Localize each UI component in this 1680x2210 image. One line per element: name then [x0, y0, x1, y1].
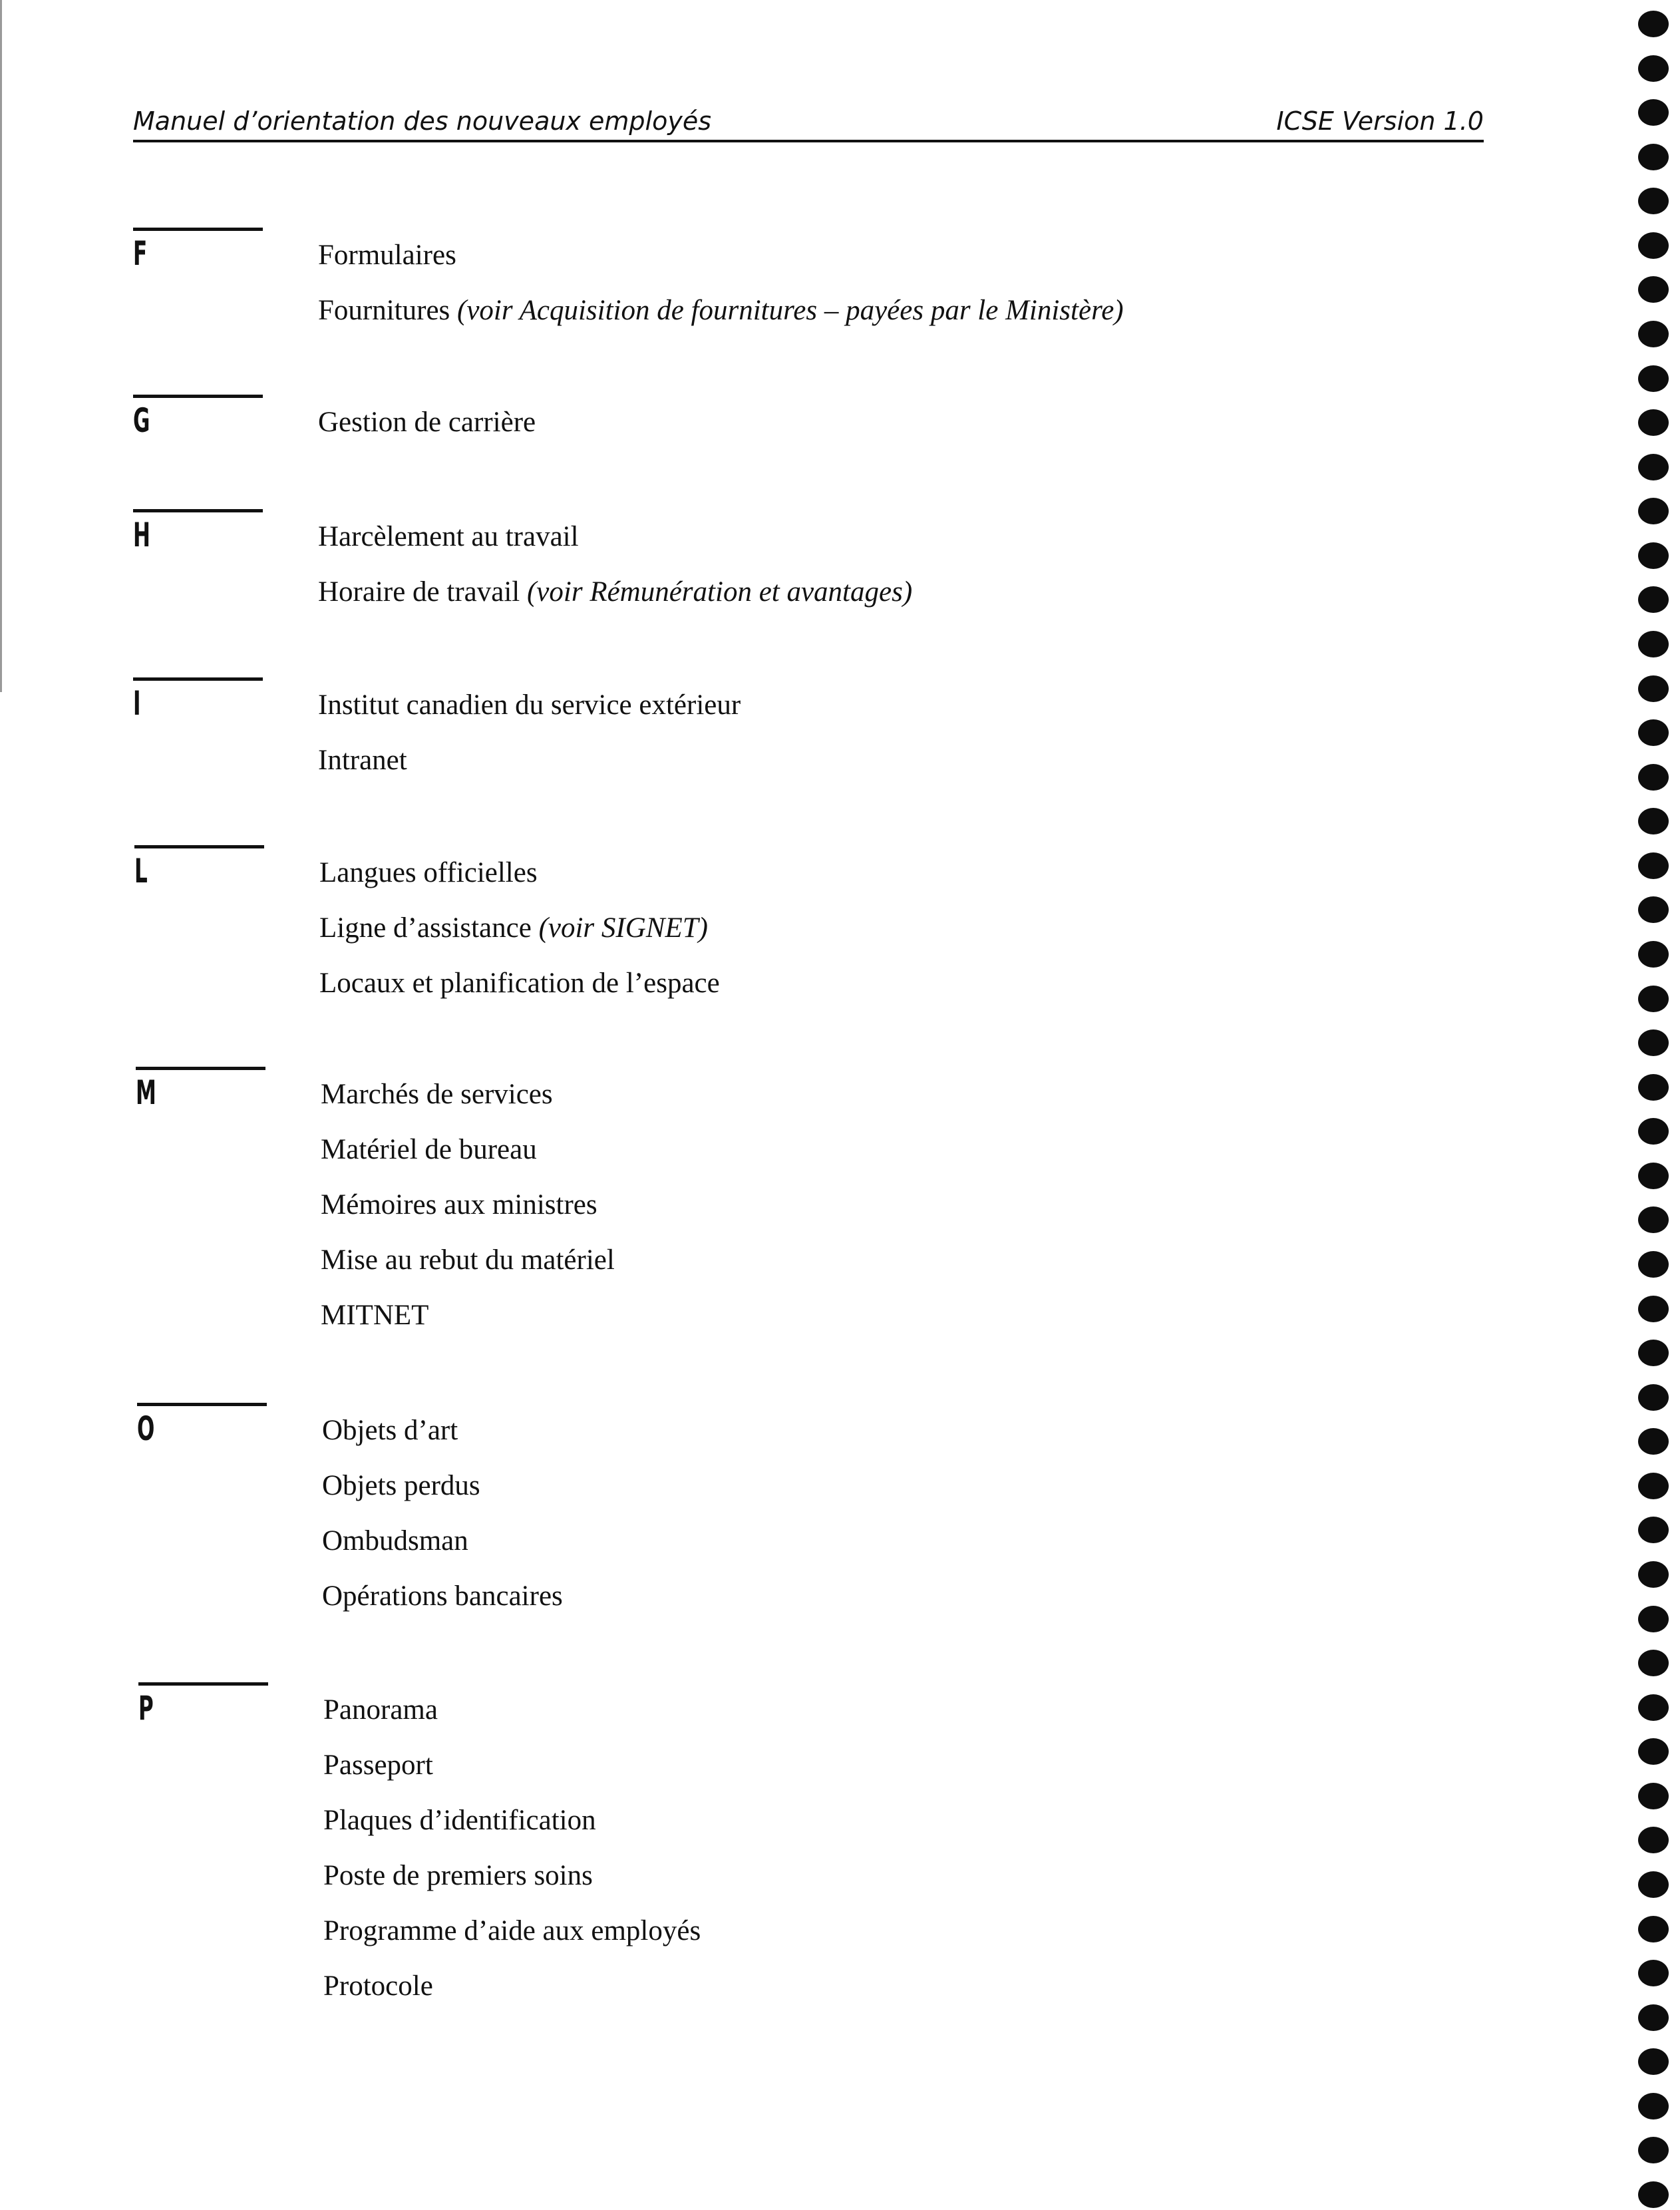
binding-hole — [1638, 1074, 1669, 1101]
binding-hole — [1638, 2093, 1669, 2119]
binding-hole — [1638, 1916, 1669, 1942]
index-entry — [319, 845, 1464, 900]
section-letter: P — [138, 1689, 154, 1728]
binding-hole — [1638, 719, 1669, 746]
binding-hole — [1638, 986, 1669, 1012]
section-rule — [133, 509, 263, 512]
index-entry — [322, 1513, 1466, 1568]
binding-hole — [1638, 498, 1669, 524]
binding-hole — [1638, 1118, 1669, 1145]
header-version: ICSE Version 1.0 — [1276, 106, 1484, 136]
entry-text: Marchés de services — [321, 1079, 553, 1110]
binding-hole — [1638, 2048, 1669, 2075]
entry-text: Mise au rebut du matériel — [321, 1244, 615, 1276]
index-entry — [323, 1958, 1468, 2014]
binding-hole — [1638, 896, 1669, 923]
index-entry — [323, 1793, 1468, 1848]
binding-hole — [1638, 675, 1669, 702]
binding-hole — [1638, 1251, 1669, 1278]
section-rule — [133, 677, 263, 681]
scan-edge — [0, 0, 2, 692]
entry-text: Formulaires — [318, 240, 456, 271]
binding-hole — [1638, 1428, 1669, 1455]
section-letter: G — [133, 401, 150, 440]
entry-list — [321, 1067, 1465, 1343]
section-letter: H — [133, 516, 150, 554]
binding-hole — [1638, 1606, 1669, 1632]
binding-hole — [1638, 2004, 1669, 2031]
entry-text: Panorama — [323, 1694, 438, 1726]
index-entry — [318, 283, 1462, 338]
section-letter: L — [134, 852, 148, 890]
binding-hole — [1638, 1206, 1669, 1233]
section-rule — [136, 1067, 265, 1070]
binding-hole — [1638, 1517, 1669, 1543]
section-letter: I — [133, 684, 141, 723]
binding-hole — [1638, 11, 1669, 37]
binding-hole — [1638, 586, 1669, 613]
index-entry — [321, 1232, 1465, 1288]
binding-hole — [1638, 409, 1669, 436]
page-header — [133, 100, 1484, 142]
entry-text: Opérations bancaires — [322, 1580, 563, 1612]
entry-text: Objets d’art — [322, 1415, 458, 1446]
entry-list — [323, 1682, 1468, 2014]
index-entry — [322, 1403, 1466, 1458]
index-entry — [323, 1682, 1468, 1738]
binding-hole — [1638, 1738, 1669, 1765]
index-entry — [323, 1903, 1468, 1958]
header-title: Manuel d’orientation des nouveaux employés — [133, 106, 711, 136]
section-rule — [134, 845, 264, 848]
binding-hole — [1638, 232, 1669, 259]
binding-hole — [1638, 1340, 1669, 1366]
index-entry — [318, 509, 1462, 564]
binding-hole — [1638, 1296, 1669, 1322]
index-entry — [318, 677, 1462, 733]
binding-hole — [1638, 1960, 1669, 1986]
binding-hole — [1638, 1163, 1669, 1189]
entry-text: Gestion de carrière — [318, 407, 536, 438]
binding-hole — [1638, 454, 1669, 480]
entry-see-reference: (voir Acquisition de fournitures – payées par le Ministère) — [457, 295, 1124, 326]
index-entry — [323, 1738, 1468, 1793]
entry-text: Ombudsman — [322, 1525, 468, 1557]
index-entry — [318, 733, 1462, 788]
binding-hole — [1638, 1871, 1669, 1898]
section-letter: F — [133, 234, 148, 273]
entry-text: Locaux et planification de l’espace — [319, 968, 720, 999]
entry-text: Programme d’aide aux employés — [323, 1915, 701, 1946]
spiral-binding — [1638, 5, 1671, 2208]
entry-text: Protocole — [323, 1970, 433, 2002]
binding-hole — [1638, 188, 1669, 214]
binding-hole — [1638, 1561, 1669, 1588]
binding-hole — [1638, 321, 1669, 347]
entry-text: Poste de premiers soins — [323, 1860, 593, 1891]
entry-text: Matériel de bureau — [321, 1134, 537, 1165]
binding-hole — [1638, 852, 1669, 879]
index-entry — [318, 228, 1462, 283]
index-entry — [318, 395, 1462, 450]
entry-text: Objets perdus — [322, 1470, 480, 1501]
entry-list — [318, 677, 1462, 788]
binding-hole — [1638, 1384, 1669, 1411]
section-letter: O — [137, 1409, 155, 1448]
binding-hole — [1638, 631, 1669, 657]
entry-list — [319, 845, 1464, 1011]
binding-hole — [1638, 1650, 1669, 1676]
entry-text: Fournitures — [318, 295, 458, 326]
binding-hole — [1638, 276, 1669, 303]
binding-hole — [1638, 1827, 1669, 1853]
binding-hole — [1638, 2137, 1669, 2163]
entry-text: Passeport — [323, 1750, 433, 1781]
section-rule — [137, 1403, 267, 1406]
index-entry — [321, 1177, 1465, 1232]
binding-hole — [1638, 144, 1669, 170]
entry-list — [318, 509, 1462, 620]
index-entry — [318, 564, 1462, 620]
section-rule — [133, 228, 263, 231]
index-entry — [322, 1568, 1466, 1624]
entry-text: Plaques d’identification — [323, 1805, 596, 1836]
entry-text: Horaire de travail — [318, 576, 527, 608]
binding-hole — [1638, 941, 1669, 968]
binding-hole — [1638, 542, 1669, 569]
entry-text: Harcèlement au travail — [318, 521, 579, 552]
binding-hole — [1638, 808, 1669, 834]
entry-text: Mémoires aux ministres — [321, 1189, 597, 1220]
entry-list — [322, 1403, 1466, 1624]
binding-hole — [1638, 55, 1669, 82]
binding-hole — [1638, 1783, 1669, 1809]
index-entry — [321, 1122, 1465, 1177]
entry-text: Intranet — [318, 745, 407, 776]
index-entry — [321, 1067, 1465, 1122]
index-entry — [319, 956, 1464, 1011]
section-rule — [138, 1682, 268, 1686]
binding-hole — [1638, 1029, 1669, 1056]
entry-text: Ligne d’assistance — [319, 912, 539, 944]
binding-hole — [1638, 1694, 1669, 1721]
binding-hole — [1638, 99, 1669, 126]
section-rule — [133, 395, 263, 398]
binding-hole — [1638, 1473, 1669, 1499]
entry-see-reference: (voir Rémunération et avantages) — [526, 576, 913, 608]
binding-hole — [1638, 365, 1669, 392]
section-letter: M — [136, 1073, 156, 1112]
entry-see-reference: (voir SIGNET) — [538, 912, 708, 944]
index-entry — [322, 1458, 1466, 1513]
index-entry — [319, 900, 1464, 956]
entry-text: Langues officielles — [319, 857, 538, 888]
index-entry — [321, 1288, 1465, 1343]
entry-list — [318, 228, 1462, 338]
entry-text: MITNET — [321, 1300, 429, 1331]
entry-text: Institut canadien du service extérieur — [318, 689, 741, 721]
entry-list — [318, 395, 1462, 450]
binding-hole — [1638, 764, 1669, 791]
binding-hole — [1638, 2181, 1669, 2208]
index-entry — [323, 1848, 1468, 1903]
